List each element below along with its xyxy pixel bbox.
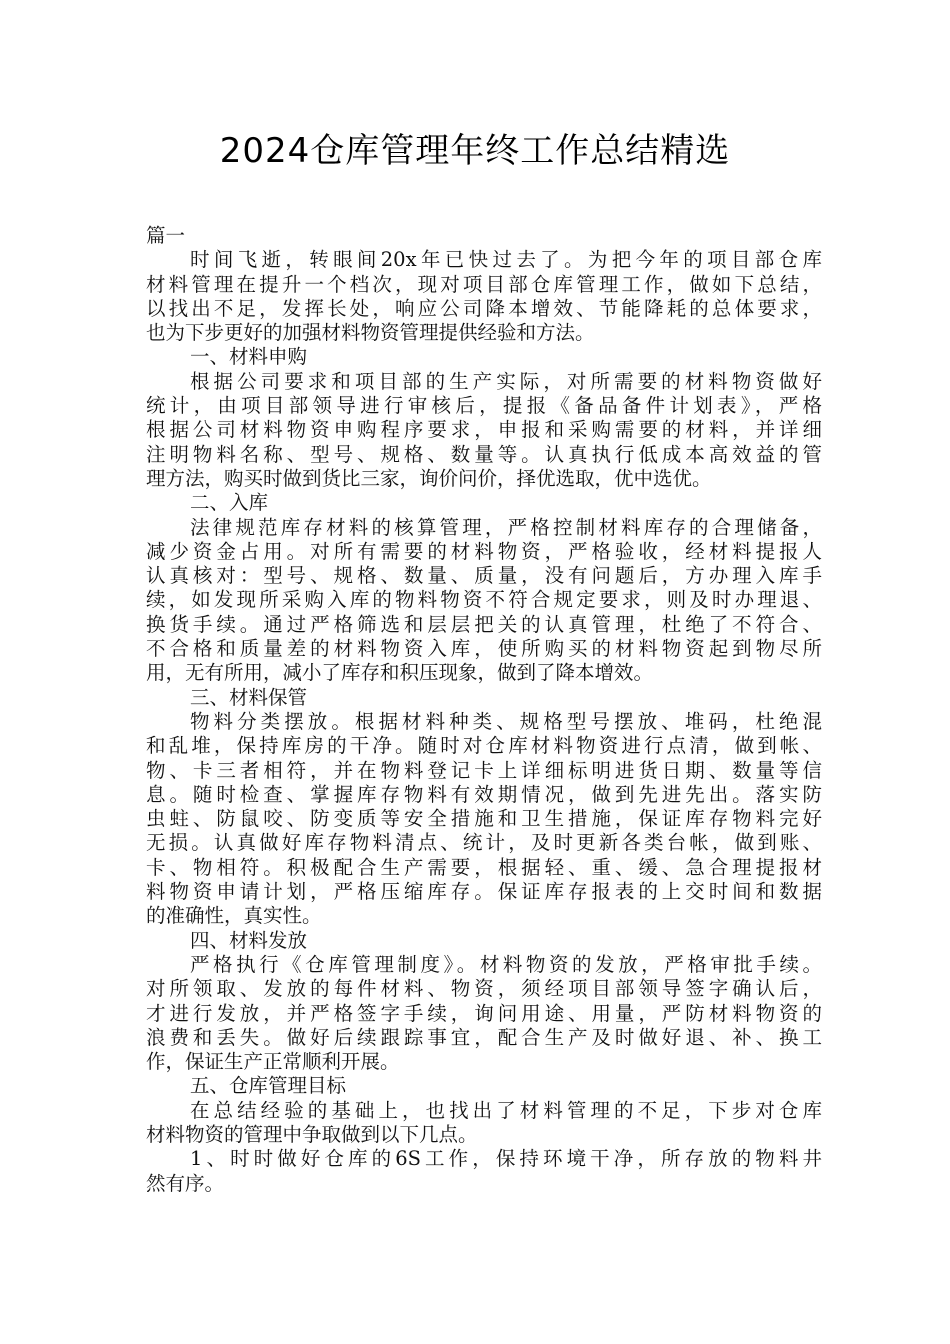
text-line: 注明物料名称、型号、规格、数量等。认真执行低成本高效益的管 xyxy=(146,442,822,466)
document-body xyxy=(146,224,822,1196)
text-line: 统计，由项目部领导进行审核后，提报《备品备件计划表》，严格 xyxy=(146,394,822,418)
text-line: 根据公司材料物资申购程序要求，申报和采购需要的材料，并详细 xyxy=(146,418,822,442)
text-line: 篇一 xyxy=(146,224,186,247)
text-line: 虫蛀、防鼠咬、防变质等安全措施和卫生措施，保证库存物料完好 xyxy=(146,807,822,831)
text-line: 材料管理在提升一个档次，现对项目部仓库管理工作，做如下总结， xyxy=(146,272,822,296)
text-line: 用，无有所用，减小了库存和积压现象，做到了降本增效。 xyxy=(146,661,654,685)
text-line: 1、时时做好仓库的6S工作，保持环境干净，所存放的物料井 xyxy=(190,1147,822,1171)
text-line: 以找出不足，发挥长处，响应公司降本增效、节能降耗的总体要求， xyxy=(146,296,822,320)
document-title: 2024仓库管理年终工作总结精选 xyxy=(219,131,731,171)
text-line: 材料物资的管理中争取做到以下几点。 xyxy=(146,1122,478,1146)
text-line: 在总结经验的基础上，也找出了材料管理的不足，下步对仓库 xyxy=(190,1098,822,1122)
text-line: 一、材料申购 xyxy=(190,345,308,369)
text-line: 认真核对：型号、规格、数量、质量，没有问题后，方办理入库手 xyxy=(146,564,822,588)
text-line: 理方法，购买时做到货比三家，询价问价，择优选取，优中选优。 xyxy=(146,466,712,490)
text-line: 才进行发放，并严格签字手续，询问用途、用量，严防材料物资的 xyxy=(146,1001,822,1025)
text-line: 减少资金占用。对所有需要的材料物资，严格验收，经材料提报人 xyxy=(146,539,822,563)
text-line: 息。随时检查、掌握库存物料有效期情况，做到先进先出。落实防 xyxy=(146,782,822,806)
text-line: 物料分类摆放。根据材料种类、规格型号摆放、堆码，杜绝混 xyxy=(190,709,822,733)
text-line: 无损。认真做好库存物料清点、统计，及时更新各类台帐，做到账、 xyxy=(146,831,822,855)
text-line: 五、仓库管理目标 xyxy=(190,1074,347,1098)
text-line: 和乱堆，保持库房的干净。随时对仓库材料物资进行点清，做到帐、 xyxy=(146,734,822,758)
text-line: 严格执行《仓库管理制度》。材料物资的发放，严格审批手续。 xyxy=(190,952,822,976)
text-line: 的准确性，真实性。 xyxy=(146,904,322,928)
text-line: 卡、物相符。积极配合生产需要，根据轻、重、缓、急合理提报材 xyxy=(146,855,822,879)
text-line: 物、卡三者相符，并在物料登记卡上详细标明进货日期、数量等信 xyxy=(146,758,822,782)
text-line: 法律规范库存材料的核算管理，严格控制材料库存的合理储备， xyxy=(190,515,822,539)
text-line: 三、材料保管 xyxy=(190,685,308,709)
text-line: 续，如发现所采购入库的物料物资不符合规定要求，则及时办理退、 xyxy=(146,588,822,612)
text-line: 然有序。 xyxy=(146,1171,225,1195)
text-line: 不合格和质量差的材料物资入库，使所购买的材料物资起到物尽所 xyxy=(146,637,822,661)
text-line: 四、材料发放 xyxy=(190,928,308,952)
text-line: 料物资申请计划，严格压缩库存。保证库存报表的上交时间和数据 xyxy=(146,880,822,904)
text-line: 二、入库 xyxy=(190,491,269,515)
text-line: 换货手续。通过严格筛选和层层把关的认真管理，杜绝了不符合、 xyxy=(146,612,822,636)
text-line: 根据公司要求和项目部的生产实际，对所需要的材料物资做好 xyxy=(190,369,822,393)
text-line: 浪费和丢失。做好后续跟踪事宜，配合生产及时做好退、补、换工 xyxy=(146,1025,822,1049)
text-line: 对所领取、发放的每件材料、物资，须经项目部领导签字确认后， xyxy=(146,977,822,1001)
text-line: 作，保证生产正常顺利开展。 xyxy=(146,1050,400,1074)
text-line: 也为下步更好的加强材料物资管理提供经验和方法。 xyxy=(146,321,595,345)
text-line: 时间飞逝，转眼间20x年已快过去了。为把今年的项目部仓库 xyxy=(190,248,822,272)
